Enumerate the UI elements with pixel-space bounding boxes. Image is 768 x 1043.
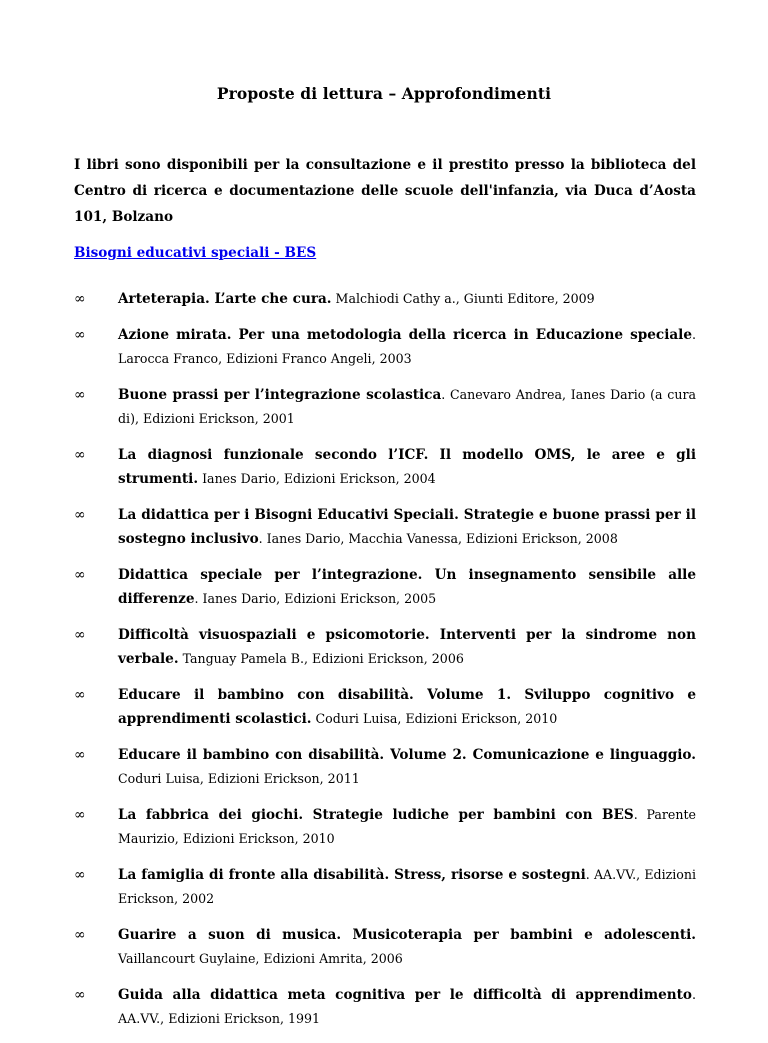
infinity-bullet-icon: ∞ [74,386,86,403]
infinity-bullet-icon: ∞ [74,866,86,883]
infinity-bullet-icon: ∞ [74,686,86,703]
book-details: . Larocca Franco, Edizioni Franco Angeli, 2003 [118,326,696,366]
infinity-bullet-icon: ∞ [74,926,86,943]
list-item [74,923,696,972]
book-title: Azione mirata. Per una metodologia della ricerca in Educazione speciale [118,326,692,343]
list-item [74,683,696,732]
list-item [74,383,696,432]
book-details: Ianes Dario, Edizioni Erickson, 2004 [198,471,436,486]
infinity-bullet-icon: ∞ [74,626,86,643]
infinity-bullet-icon: ∞ [74,326,86,343]
infinity-bullet-icon: ∞ [74,291,86,307]
list-item [74,503,696,552]
book-title: Difficoltà visuospaziali e psicomotorie. Interventi per la sindrome non verbale. [118,626,696,667]
list-item [74,983,696,1032]
book-title: Didattica speciale per l’integrazione. Un insegnamento sensibile alle differenze [118,566,696,607]
book-details: . AA.VV., Edizioni Erickson, 1991 [118,986,696,1026]
infinity-bullet-icon: ∞ [74,746,86,763]
list-item [74,323,696,372]
book-title: Arteterapia. L’arte che cura. [118,291,332,307]
book-title: Educare il bambino con disabilità. Volume 2. Comunicazione e linguaggio. [118,746,696,763]
book-details: . AA.VV., Edizioni Erickson, 2002 [118,866,696,906]
list-item [74,563,696,612]
infinity-bullet-icon: ∞ [74,446,86,463]
book-title: Educare il bambino con disabilità. Volume 1. Sviluppo cognitivo e apprendimenti scolastici. [118,686,696,727]
intro-paragraph: I libri sono disponibili per la consultazione e il prestito presso la biblioteca del Centro di ricerca e documentazione delle scuole dell'infanzia, via Duca d’Aosta 101, Bolzano [74,157,696,225]
list-item [74,863,696,912]
book-details: . Parente Maurizio, Edizioni Erickson, 2010 [118,806,696,846]
book-details: Vaillancourt Guylaine, Edizioni Amrita, 2006 [118,951,403,966]
list-item [74,443,696,492]
book-details: Coduri Luisa, Edizioni Erickson, 2011 [118,771,360,786]
list-item [74,803,696,852]
infinity-bullet-icon: ∞ [74,806,86,823]
book-details: Tanguay Pamela B., Edizioni Erickson, 2006 [178,651,464,666]
section-link-bes[interactable]: Bisogni educativi speciali - BES [74,245,317,261]
infinity-bullet-icon: ∞ [74,566,86,583]
book-details: Coduri Luisa, Edizioni Erickson, 2010 [311,711,558,726]
book-title: La famiglia di fronte alla disabilità. Stress, risorse e sostegni [118,866,586,883]
book-title: La fabbrica dei giochi. Strategie ludiche per bambini con BES [118,806,634,823]
book-title: Buone prassi per l’integrazione scolastica [118,386,442,403]
book-title: Guarire a suon di musica. Musicoterapia per bambini e adolescenti. [118,926,696,943]
list-item [74,287,696,312]
book-details: . Canevaro Andrea, Ianes Dario (a cura di), Edizioni Erickson, 2001 [118,386,696,426]
book-title: La didattica per i Bisogni Educativi Speciali. Strategie e buone prassi per il sostegno inclusivo [118,506,696,547]
infinity-bullet-icon: ∞ [74,506,86,523]
book-title: La diagnosi funzionale secondo l’ICF. Il modello OMS, le aree e gli strumenti. [118,446,696,487]
list-item [74,623,696,672]
book-details: Malchiodi Cathy a., Giunti Editore, 2009 [331,291,595,306]
reading-list [74,287,696,1043]
infinity-bullet-icon: ∞ [74,986,86,1003]
list-item [74,743,696,792]
book-details: . Ianes Dario, Macchia Vanessa, Edizioni Erickson, 2008 [258,531,618,546]
page-title: Proposte di lettura – Approfondimenti [216,84,552,103]
book-title: Guida alla didattica meta cognitiva per le difficoltà di apprendimento [118,986,692,1003]
book-details: . Ianes Dario, Edizioni Erickson, 2005 [194,591,437,606]
